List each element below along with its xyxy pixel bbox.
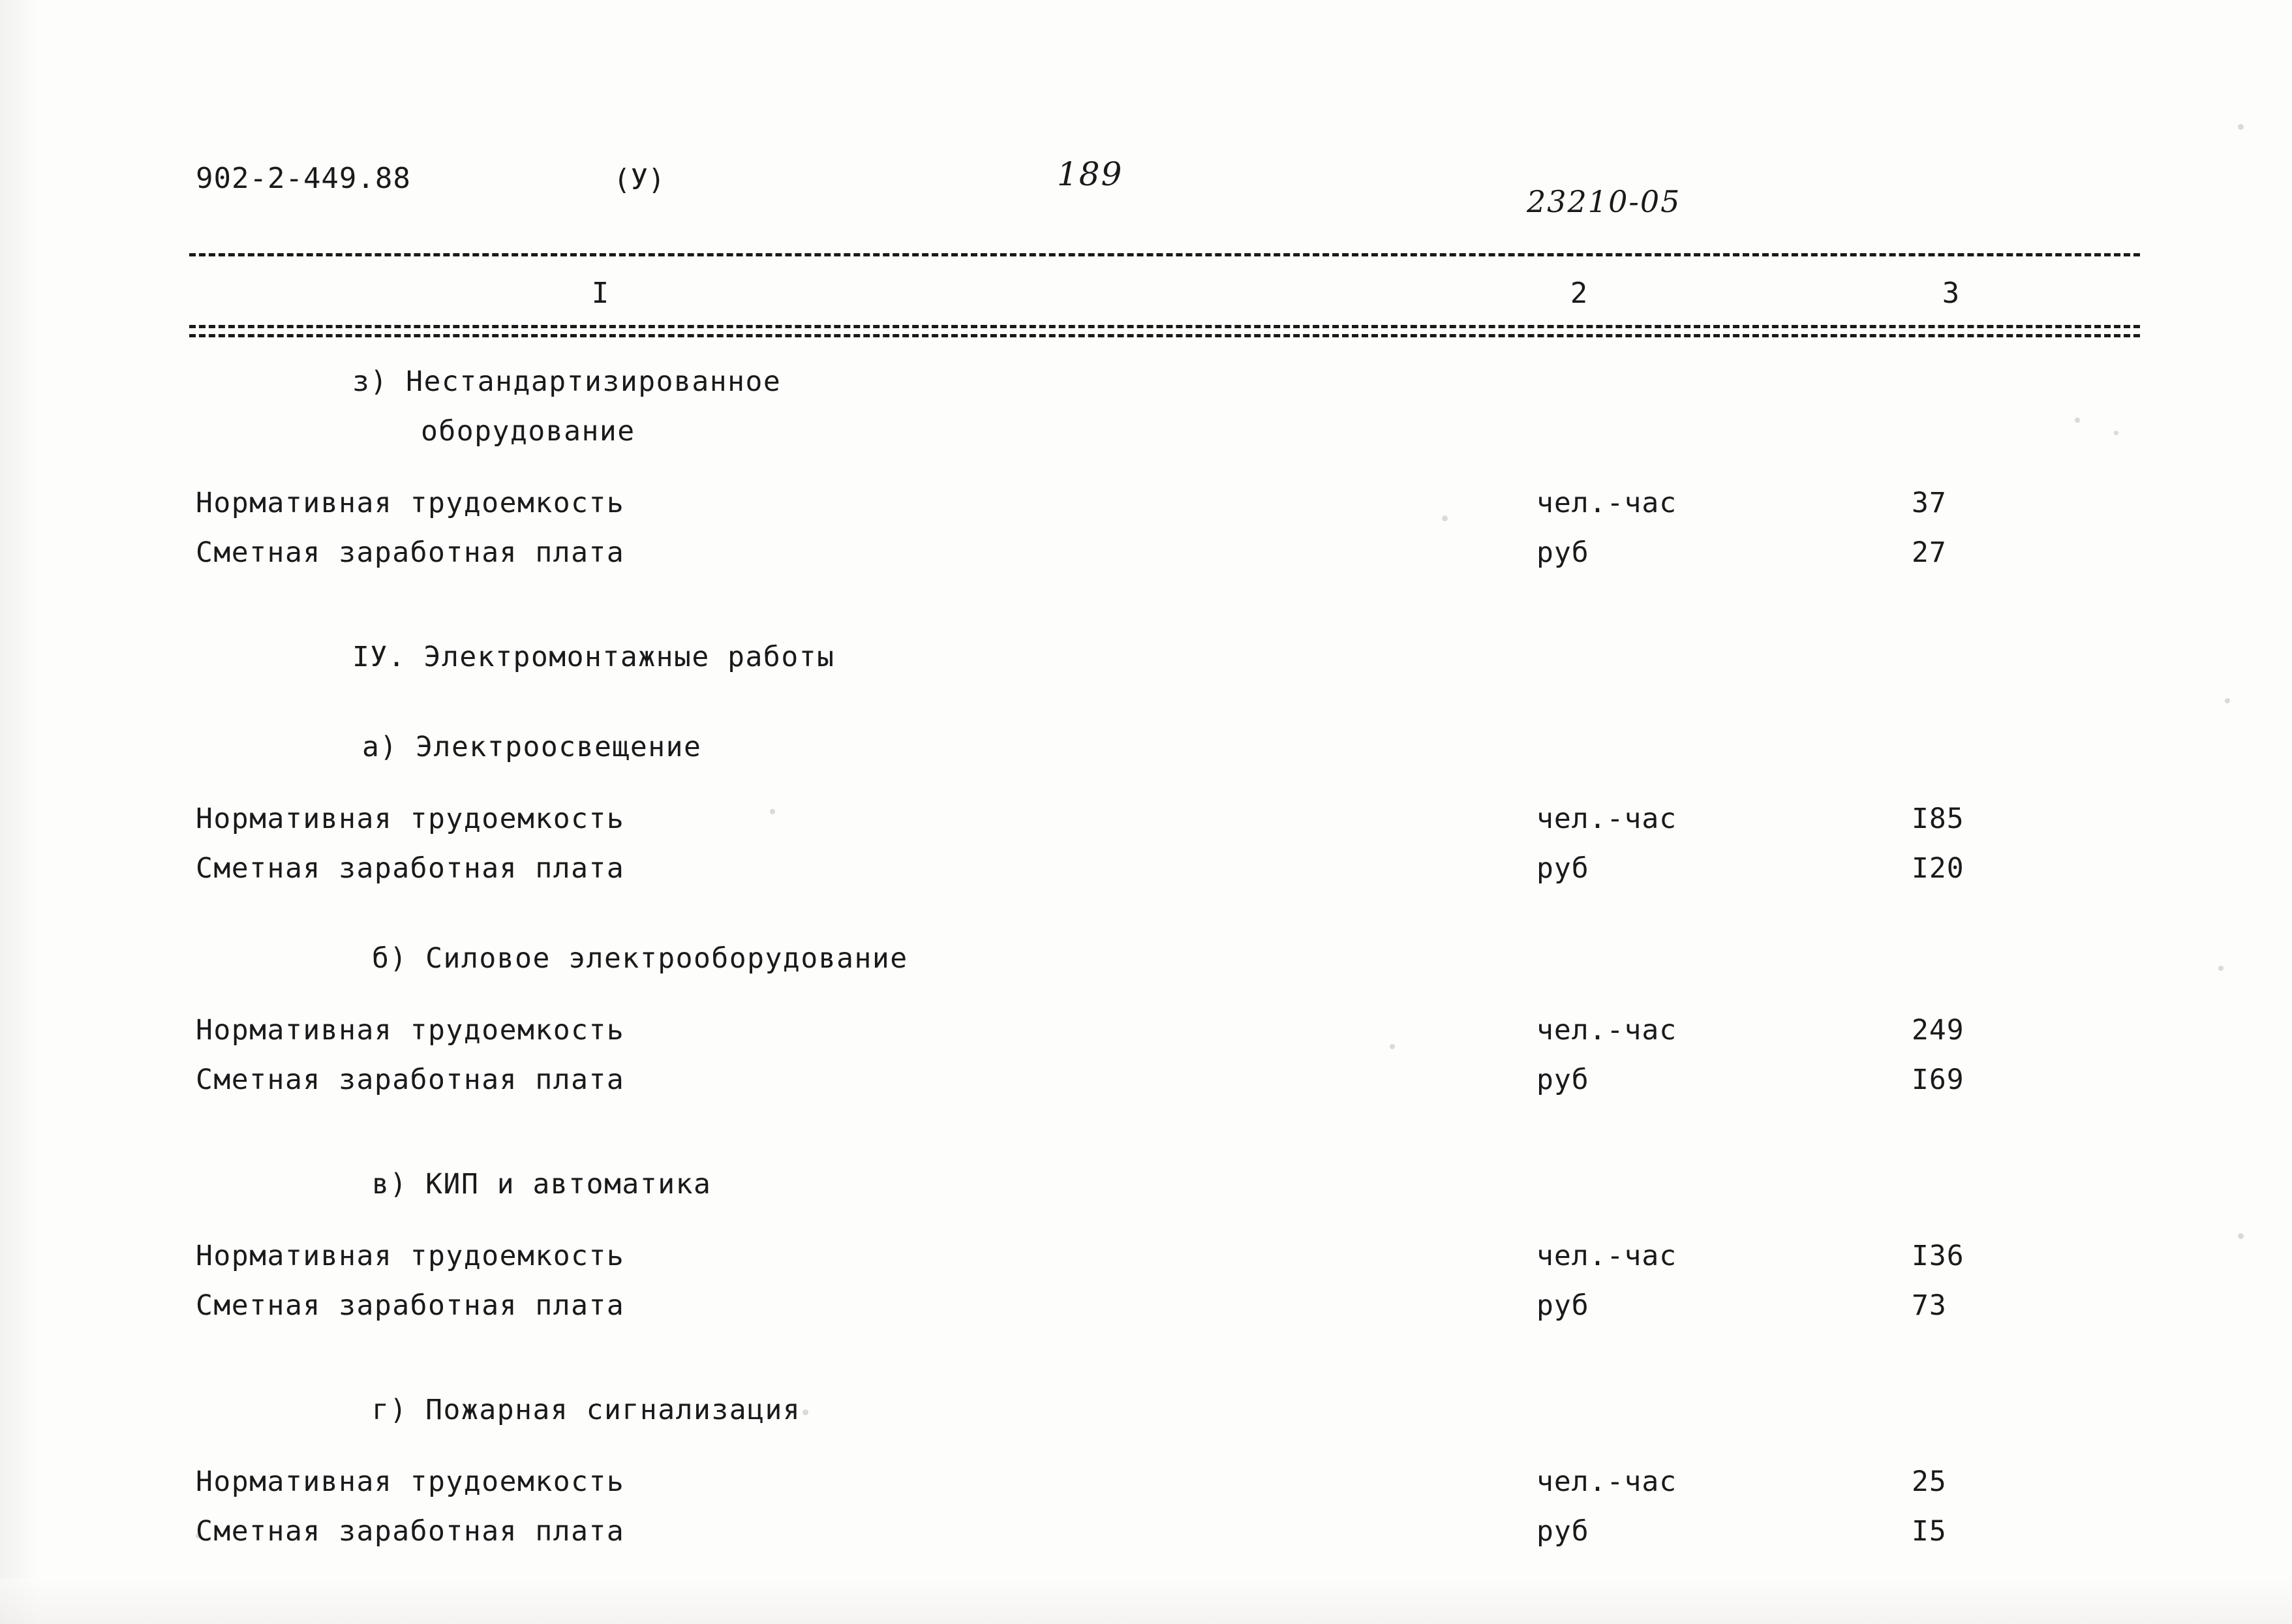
section-title-continuation — [0, 415, 2292, 465]
row-value: I69 — [1912, 1064, 1964, 1096]
row-label: Сметная заработная плата — [196, 1064, 625, 1096]
section-title — [0, 731, 2292, 780]
row-label: Сметная заработная плата — [196, 1289, 625, 1322]
table-top-rule — [189, 253, 2140, 256]
table-row — [0, 803, 2292, 852]
section-title — [0, 1394, 2292, 1443]
part-heading-text: IУ. Электромонтажные работы — [352, 641, 835, 673]
row-label: Нормативная трудоемкость — [196, 487, 625, 519]
row-value: I20 — [1912, 852, 1964, 885]
page-number: 189 — [1057, 155, 1123, 193]
row-unit: руб — [1536, 1064, 1589, 1096]
row-value: I5 — [1912, 1515, 1947, 1548]
section-title-line1: г) Пожарная сигнализация — [372, 1394, 801, 1426]
row-value: I36 — [1912, 1240, 1964, 1272]
column-header-2: 2 — [1570, 277, 1588, 310]
table-row — [0, 1289, 2292, 1339]
section-title-line2: оборудование — [421, 415, 635, 448]
row-unit: чел.-час — [1536, 1240, 1677, 1272]
part-heading — [0, 641, 2292, 690]
row-value: 27 — [1912, 536, 1947, 569]
row-label: Сметная заработная плата — [196, 1515, 625, 1548]
document-code-text: 902-2-449.88 — [196, 162, 411, 195]
row-label: Нормативная трудоемкость — [196, 803, 625, 835]
row-unit: чел.-час — [1536, 487, 1677, 519]
row-value: 249 — [1912, 1014, 1964, 1047]
row-unit: руб — [1536, 852, 1589, 885]
column-header-1: I — [591, 277, 609, 310]
section-title-line1: в) КИП и автоматика — [372, 1168, 712, 1201]
table-row — [0, 852, 2292, 902]
row-label: Сметная заработная плата — [196, 852, 625, 885]
table-row — [0, 1515, 2292, 1565]
table-header-rule-second — [189, 334, 2140, 337]
document-code — [196, 162, 411, 195]
table-row — [0, 536, 2292, 586]
row-unit: чел.-час — [1536, 1465, 1677, 1498]
sheet-code: 23210-05 — [1527, 184, 1681, 219]
row-label: Нормативная трудоемкость — [196, 1014, 625, 1047]
section-title — [0, 1168, 2292, 1218]
section-title-line1: з) Нестандартизированное — [352, 365, 782, 398]
row-label: Нормативная трудоемкость — [196, 1465, 625, 1498]
row-label: Сметная заработная плата — [196, 536, 625, 569]
table-header-rule — [189, 325, 2140, 328]
section-title-line1: б) Силовое электрооборудование — [372, 942, 908, 975]
row-value: 73 — [1912, 1289, 1947, 1322]
row-value: I85 — [1912, 803, 1964, 835]
row-unit: руб — [1536, 1289, 1589, 1322]
table-body — [0, 365, 2292, 1565]
row-unit: чел.-час — [1536, 1014, 1677, 1047]
row-unit: чел.-час — [1536, 803, 1677, 835]
section-title-line1: а) Электроосвещение — [362, 731, 702, 763]
document-code-suffix: (У) — [613, 163, 665, 196]
row-label: Нормативная трудоемкость — [196, 1240, 625, 1272]
row-value: 25 — [1912, 1465, 1947, 1498]
scan-edge-shading-bottom — [0, 1578, 2292, 1624]
table-row — [0, 1240, 2292, 1289]
table-row — [0, 1064, 2292, 1113]
section-title — [0, 365, 2292, 415]
table-row — [0, 487, 2292, 536]
section-title — [0, 942, 2292, 992]
table-row — [0, 1465, 2292, 1515]
row-value: 37 — [1912, 487, 1947, 519]
table-row — [0, 1014, 2292, 1064]
scan-speck — [2238, 124, 2244, 130]
row-unit: руб — [1536, 1515, 1589, 1548]
column-header-3: 3 — [1942, 277, 1960, 310]
row-unit: руб — [1536, 536, 1589, 569]
